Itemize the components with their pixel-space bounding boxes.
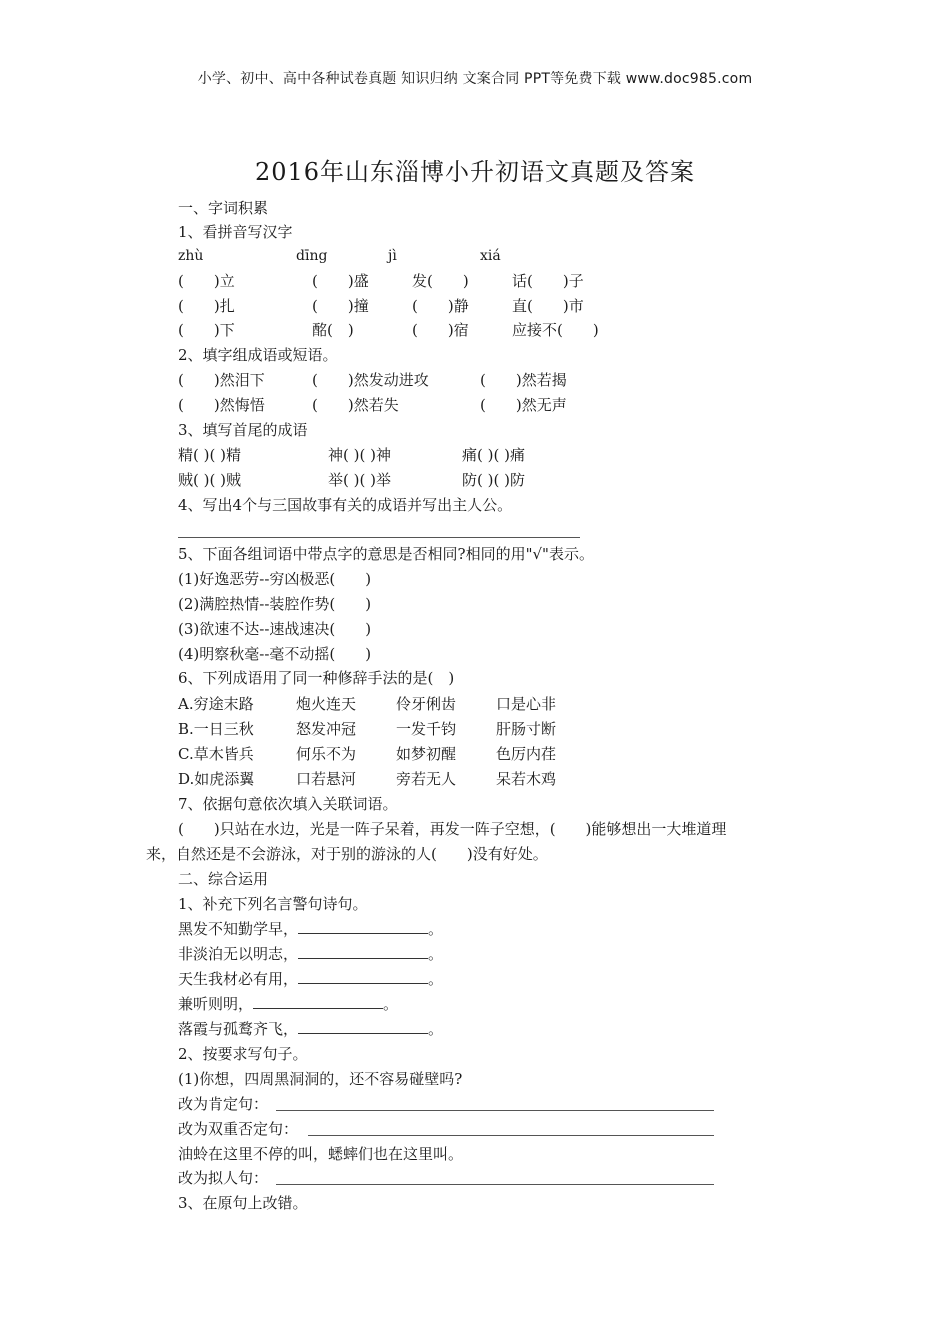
q6-cell: 呆若木鸡: [496, 770, 557, 788]
pinyin-1: zhù: [178, 248, 204, 264]
rewrite-double-negative-label: 改为双重否定句：: [178, 1120, 299, 1138]
q5-item: (1)好逸恶劳--穷凶极恶( ): [178, 570, 372, 588]
q6-cell: 炮火连天: [296, 695, 357, 713]
s2-question-2-sentence: 油蛉在这里不停的叫，蟋蟀们也在这里叫。: [178, 1145, 464, 1163]
rewrite-affirmative-label: 改为肯定句：: [178, 1095, 269, 1113]
question-5: 5、下面各组词语中带点字的意思是否相同?相同的用"√"表示。: [178, 545, 594, 563]
q6-cell: 何乐不为: [296, 745, 357, 763]
q3-cell: 精( )( )精: [178, 446, 241, 464]
quote-blank[interactable]: [298, 1019, 428, 1034]
question-7: 7、依据句意依次填入关联词语。: [178, 795, 398, 813]
quote-text: 兼听则明，: [178, 995, 254, 1013]
q3-cell: 痛( )( )痛: [462, 446, 525, 464]
quote-end: 。: [383, 995, 399, 1013]
q1-cell: 直( )市: [512, 297, 584, 315]
q7-passage-line-1: ( )只站在水边，光是一阵子呆着，再发一阵子空想，( )能够想出一大堆道理: [178, 820, 727, 838]
quote-end: 。: [428, 945, 444, 963]
q1-cell: ( )撞: [312, 297, 369, 315]
q1-cell: ( )盛: [312, 272, 369, 290]
quote-text: 非淡泊无以明志，: [178, 945, 299, 963]
q1-cell: 应接不( ): [512, 321, 599, 339]
page-header-banner: 小学、初中、高中各种试卷真题 知识归纳 文案合同 PPT等免费下载 www.doc985.com: [197, 71, 753, 87]
q3-cell: 贼( )( )贼: [178, 471, 241, 489]
quote-blank[interactable]: [253, 994, 383, 1009]
q6-option: C.草木皆兵: [178, 745, 254, 763]
q2-cell: ( )然发动进攻: [312, 371, 429, 389]
q2-cell: ( )然若失: [312, 396, 399, 414]
q2-cell: ( )然泪下: [178, 371, 265, 389]
q6-cell: 色厉内荏: [496, 745, 557, 763]
quote-blank[interactable]: [298, 919, 428, 934]
q1-cell: ( )扎: [178, 297, 235, 315]
q6-cell: 口若悬河: [296, 770, 357, 788]
q2-cell: ( )然无声: [480, 396, 567, 414]
s2-question-1: 1、补充下列名言警句诗句。: [178, 895, 368, 913]
question-2: 2、填字组成语或短语。: [178, 346, 338, 364]
quote-text: 天生我材必有用，: [178, 970, 299, 988]
q1-cell: 发( ): [412, 272, 469, 290]
quote-line: [178, 994, 398, 1014]
q6-cell: 如梦初醒: [396, 745, 457, 763]
q1-cell: ( )下: [178, 321, 235, 339]
q1-cell: 酩( ): [312, 321, 354, 339]
quote-blank[interactable]: [298, 969, 428, 984]
question-3: 3、填写首尾的成语: [178, 421, 308, 439]
q6-cell: 旁若无人: [396, 770, 457, 788]
quote-line: [178, 919, 443, 939]
quote-line: [178, 969, 443, 989]
quote-end: 。: [428, 920, 444, 938]
q1-cell: 话( )子: [512, 272, 584, 290]
pinyin-3: jì: [388, 248, 397, 264]
q5-item: (4)明察秋毫--毫不动摇( ): [178, 645, 372, 663]
s2-question-3: 3、在原句上改错。: [178, 1194, 308, 1212]
s2-question-2-sub-1: (1)你想，四周黑洞洞的，还不容易碰壁吗?: [178, 1070, 463, 1088]
quote-end: 。: [428, 1020, 444, 1038]
answer-line[interactable]: [276, 1184, 714, 1185]
q1-cell: ( )静: [412, 297, 469, 315]
question-6: 6、下列成语用了同一种修辞手法的是( ): [178, 669, 455, 687]
q6-option: B.一日三秋: [178, 720, 254, 738]
quote-text: 落霞与孤鹜齐飞，: [178, 1020, 299, 1038]
q6-cell: 怒发冲冠: [296, 720, 357, 738]
q1-cell: ( )立: [178, 272, 235, 290]
quote-text: 黑发不知勤学早，: [178, 920, 299, 938]
quote-line: [178, 1019, 443, 1039]
section-2-heading: 二、综合运用: [178, 870, 269, 888]
question-4: 4、写出4个与三国故事有关的成语并写出主人公。: [178, 496, 513, 514]
q6-option: D.如虎添翼: [178, 770, 255, 788]
s2-question-2: 2、按要求写句子。: [178, 1045, 308, 1063]
question-1: 1、看拼音写汉字: [178, 223, 293, 241]
quote-line: [178, 944, 443, 964]
q6-cell: 一发千钧: [396, 720, 457, 738]
pinyin-2: dīng: [296, 248, 328, 264]
q3-cell: 神( )( )神: [328, 446, 391, 464]
q6-cell: 肝肠寸断: [496, 720, 557, 738]
pinyin-4: xiá: [480, 248, 501, 264]
q6-cell: 伶牙俐齿: [396, 695, 457, 713]
q5-item: (3)欲速不达--速战速决( ): [178, 620, 372, 638]
q2-cell: ( )然若揭: [480, 371, 567, 389]
answer-line[interactable]: [276, 1110, 714, 1111]
q2-cell: ( )然悔悟: [178, 396, 265, 414]
rewrite-personification-label: 改为拟人句：: [178, 1169, 269, 1187]
q1-cell: ( )宿: [412, 321, 469, 339]
page-title: 2016年山东淄博小升初语文真题及答案: [254, 158, 696, 186]
answer-line[interactable]: [308, 1135, 714, 1136]
section-1-heading: 一、字词积累: [178, 199, 269, 217]
q3-cell: 防( )( )防: [462, 471, 525, 489]
quote-blank[interactable]: [298, 944, 428, 959]
q3-cell: 举( )( )举: [328, 471, 391, 489]
quote-end: 。: [428, 970, 444, 988]
q7-passage-line-2: 来，自然还是不会游泳，对于别的游泳的人( )没有好处。: [146, 845, 548, 863]
q6-option: A.穷途末路: [178, 695, 254, 713]
answer-line[interactable]: [178, 537, 580, 538]
q5-item: (2)满腔热情--装腔作势( ): [178, 595, 372, 613]
q6-cell: 口是心非: [496, 695, 557, 713]
